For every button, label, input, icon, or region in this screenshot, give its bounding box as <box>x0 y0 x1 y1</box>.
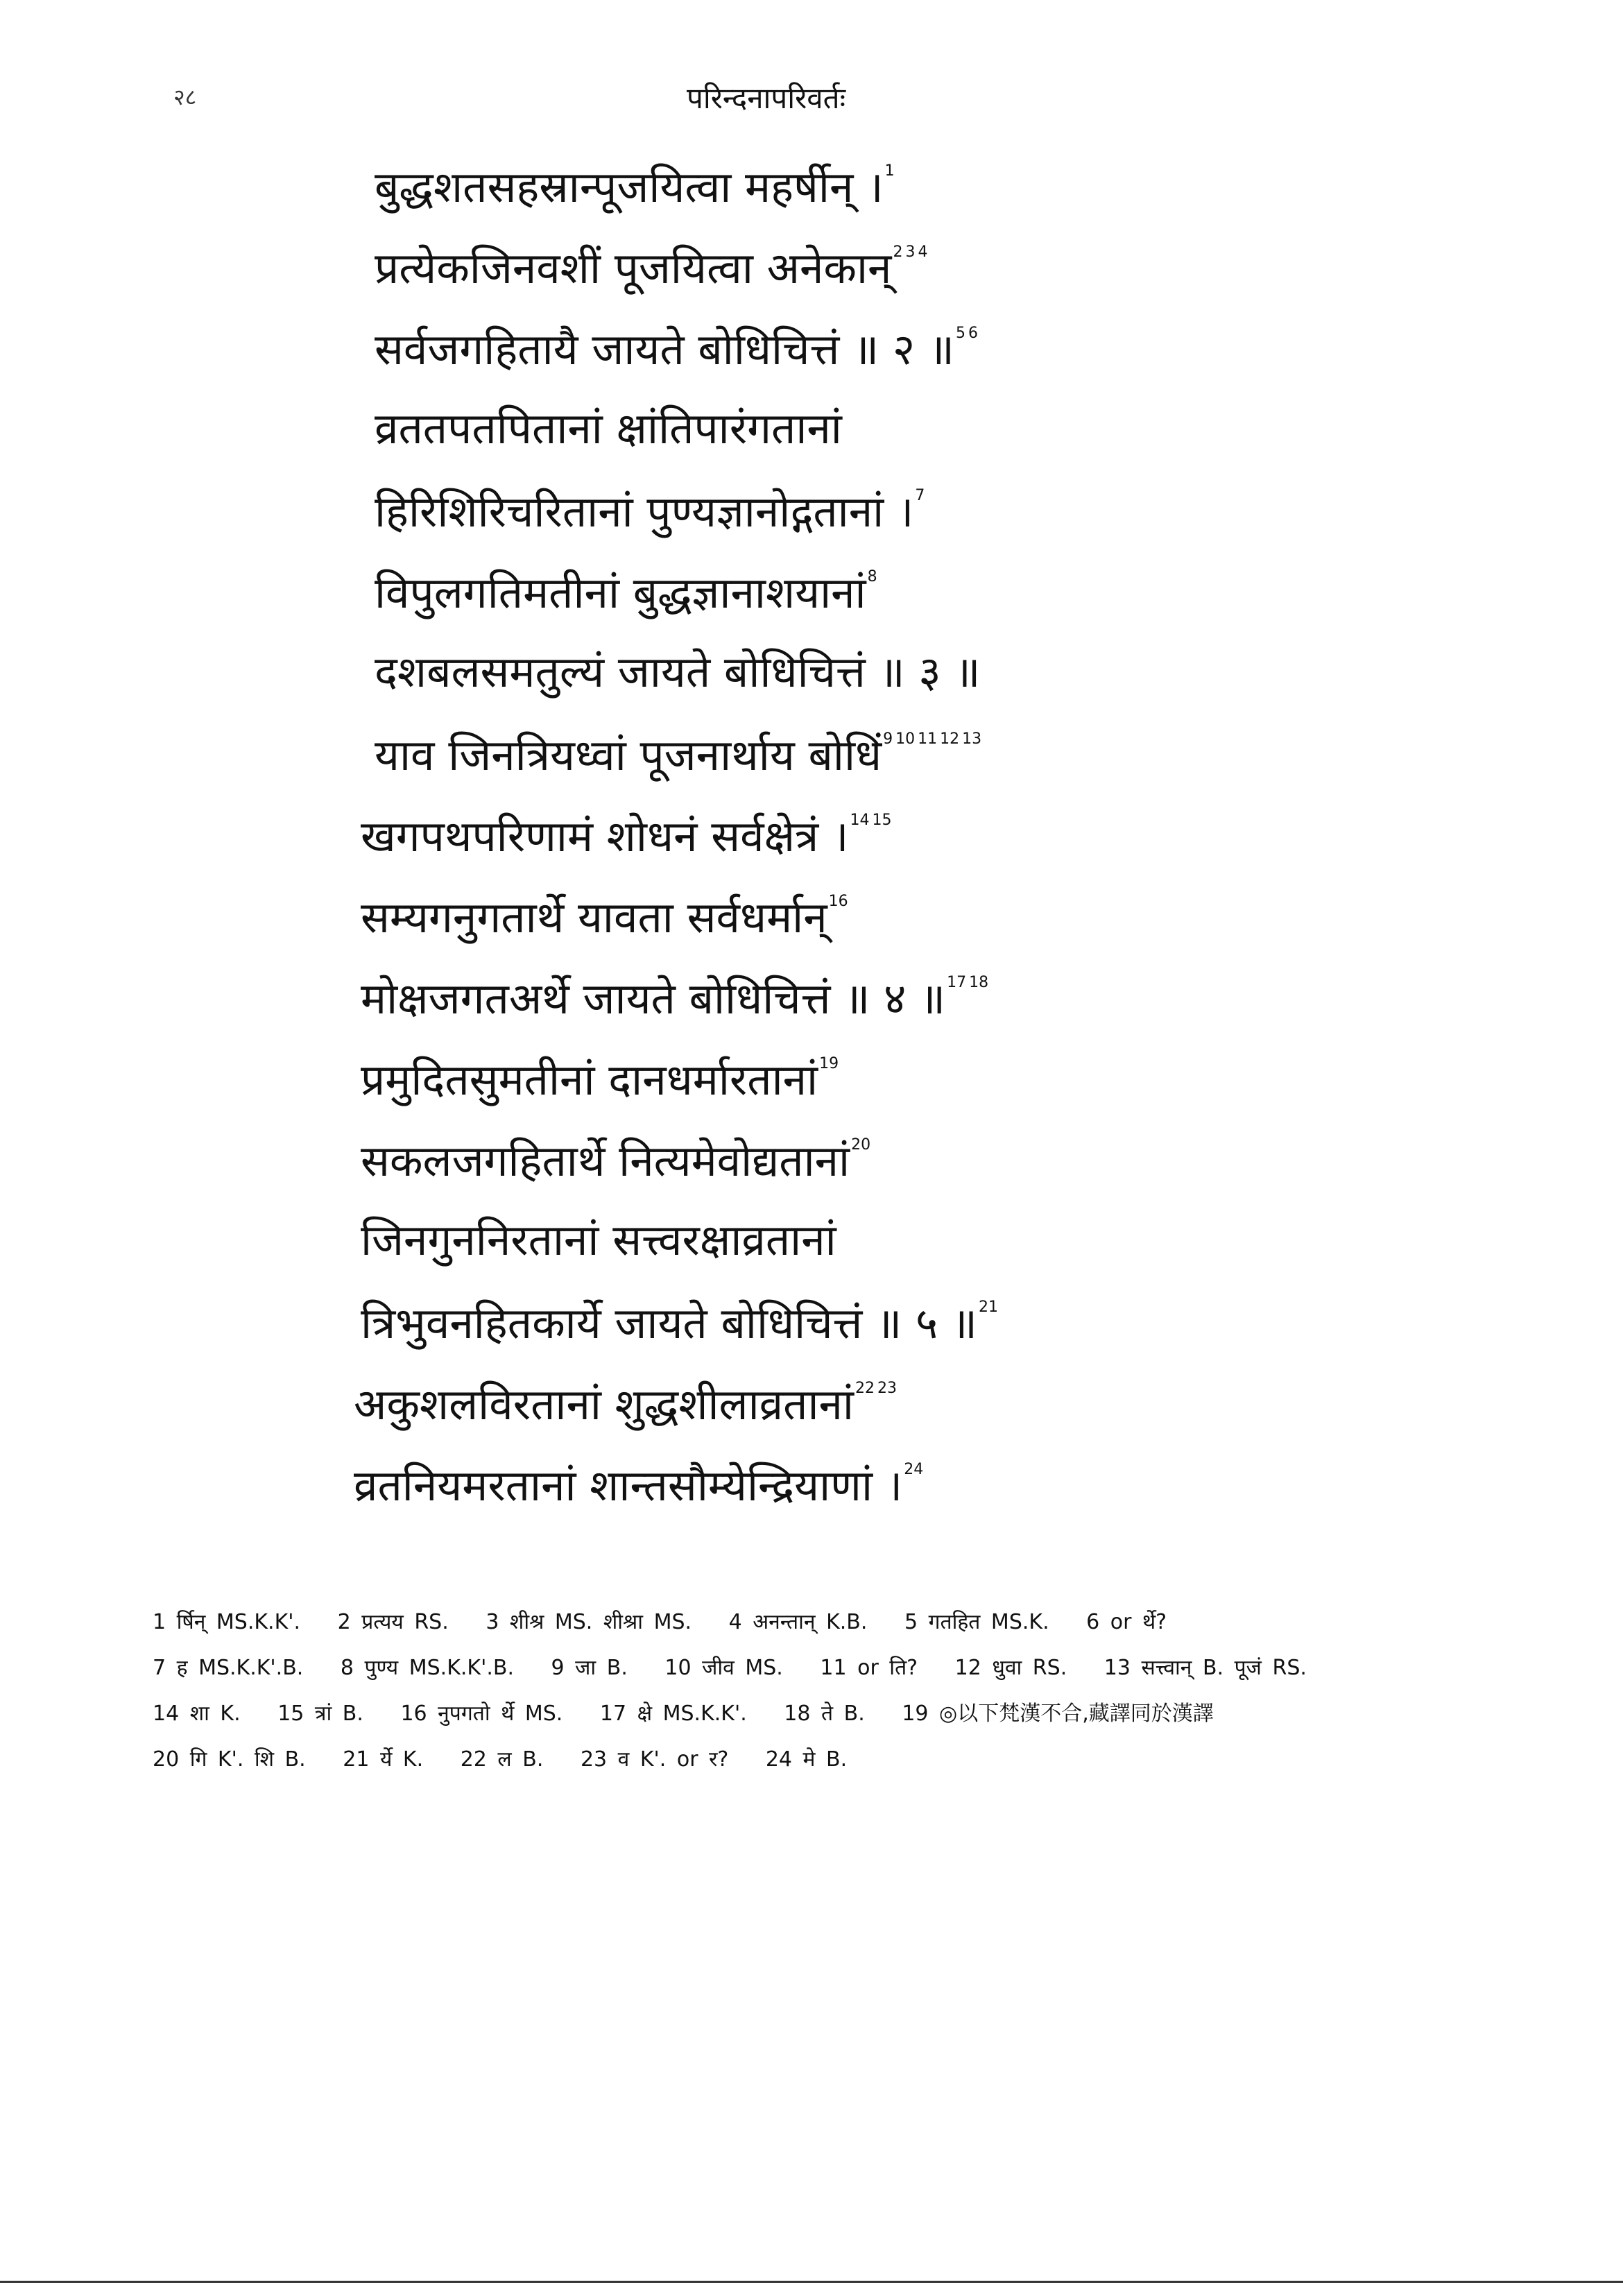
footnote-marker: 3 <box>905 243 916 261</box>
verse-text: सम्यगनुगतार्थे यावता सर्वधर्मान् <box>361 892 827 943</box>
verse-text: सर्वजगहितायै जायते बोधिचित्तं ॥ २ ॥ <box>375 324 954 375</box>
footnote-entry: 2 प्रत्यय RS. <box>337 1610 449 1634</box>
verse-text: विपुलगतिमतीनां बुद्धज्ञानाशयानां <box>375 567 866 618</box>
footnote-entry: 22 ल B. <box>460 1747 544 1772</box>
footnote-entry: 5 गतहित MS.K. <box>904 1610 1049 1634</box>
footnote-marker: 17 <box>947 974 967 991</box>
verse-line <box>361 1054 840 1105</box>
footnote-entry: 14 शा K. <box>153 1702 241 1726</box>
footnote-marker: 1 <box>884 162 895 180</box>
verse-text: अकुशलविरतानां शुद्धशीलाव्रतानां <box>354 1379 854 1430</box>
running-title: परिन्दनापरिवर्तः <box>687 81 846 115</box>
verse-line <box>361 892 850 943</box>
verse-line <box>375 243 929 293</box>
footnote-marker: 10 <box>895 730 916 748</box>
footnote-marker: 13 <box>962 730 982 748</box>
footnote-entry: 18 ते B. <box>784 1702 865 1726</box>
footnote-marker: 14 <box>850 812 870 829</box>
verse-text: त्रिभुवनहितकार्ये जायते बोधिचित्तं ॥ ५ ॥ <box>361 1298 978 1348</box>
footnote-entry: 12 धुवा RS. <box>954 1656 1067 1680</box>
verse-line <box>354 1460 925 1511</box>
verse-line <box>361 1136 872 1186</box>
footnote-entry: 9 जा B. <box>551 1656 628 1680</box>
verse-text: खगपथपरिणामं शोधनं सर्वक्षेत्रं । <box>361 811 849 862</box>
footnote-entry: 8 पुण्य MS.K.K'.B. <box>340 1656 514 1680</box>
footnote-entry: 16 नुपगतो र्थे MS. <box>400 1702 563 1726</box>
footnote-marker: 20 <box>851 1136 871 1154</box>
footnote-entry: 13 सत्त्वान् B. पूजं RS. <box>1104 1656 1307 1680</box>
footnote-marker: 16 <box>828 893 848 910</box>
verse-line <box>375 162 896 212</box>
footnote-entry: 11 or ति? <box>820 1656 918 1680</box>
footnote-marker: 15 <box>872 812 892 829</box>
verse-line <box>361 1298 999 1348</box>
footnote-entry: 19 ◎以下梵漢不合,藏譯同於漢譯 <box>902 1702 1214 1726</box>
verse-text: बुद्धशतसहस्रान्पूजयित्वा महर्षीन् । <box>375 162 884 212</box>
footnote-entry: 4 अनन्तान् K.B. <box>728 1610 868 1634</box>
verse-text: प्रत्येकजिनवशीं पूजयित्वा अनेकान् <box>375 243 892 293</box>
bottom-rule <box>0 2281 1623 2283</box>
verse-text: सकलजगहितार्थे नित्यमेवोद्यतानां <box>361 1136 850 1186</box>
footnote-entry: 1 र्षिन् MS.K.K'. <box>153 1610 301 1634</box>
footnote-marker: 6 <box>968 325 978 342</box>
verse-line <box>361 811 893 862</box>
footnote-marker: 21 <box>979 1299 999 1316</box>
verse-line <box>375 567 879 618</box>
footnote-marker: 5 <box>955 325 965 342</box>
verse-line <box>375 730 983 780</box>
footnote-entry: 20 गि K'. शि B. <box>153 1747 306 1772</box>
verse-text: व्रतनियमरतानां शान्तसौम्येन्द्रियाणां । <box>354 1460 903 1511</box>
footnote-marker: 7 <box>915 487 925 504</box>
verse-line <box>375 324 979 375</box>
verse-text: प्रमुदितसुमतीनां दानधर्मारतानां <box>361 1054 818 1105</box>
verse-text: व्रततपतपितानां क्षांतिपारंगतानां <box>375 403 842 454</box>
footnote-entry: 6 or र्थे? <box>1086 1610 1167 1634</box>
footnote-entry: 24 मे B. <box>765 1747 848 1772</box>
verse-line <box>375 646 981 697</box>
verse-line <box>375 486 926 537</box>
verse-line <box>361 973 990 1024</box>
verse-text: मोक्षजगतअर्थे जायते बोधिचित्तं ॥ ४ ॥ <box>361 973 946 1024</box>
footnote-entry: 15 त्रां B. <box>277 1702 363 1726</box>
verse-line <box>375 403 842 454</box>
verse-text: जिनगुननिरतानां सत्त्वरक्षाव्रतानां <box>361 1215 836 1265</box>
footnote-marker: 2 <box>893 243 903 261</box>
footnote-marker: 24 <box>904 1461 924 1478</box>
footnote-entry: 17 क्षे MS.K.K'. <box>599 1702 747 1726</box>
footnote-apparatus <box>153 1600 1346 1783</box>
footnote-marker: 19 <box>819 1055 839 1072</box>
footnote-marker: 18 <box>969 974 989 991</box>
verse-text: हिरिशिरिचरितानां पुण्यज्ञानोद्गतानां । <box>375 486 914 537</box>
footnote-marker: 4 <box>918 243 928 261</box>
verse-text: याव जिनत्रियध्वां पूजनार्थाय बोधिं <box>375 730 882 780</box>
footnote-entry: 23 व K'. or र? <box>580 1747 729 1772</box>
footnote-marker: 12 <box>940 730 960 748</box>
footnote-marker: 8 <box>867 568 877 585</box>
page-number: २८ <box>173 84 197 110</box>
verse-line <box>361 1215 836 1265</box>
footnote-marker: 22 <box>855 1380 875 1397</box>
footnote-entry: 7 ह MS.K.K'.B. <box>153 1656 304 1680</box>
footnote-marker: 9 <box>883 730 893 748</box>
footnote-marker: 11 <box>918 730 938 748</box>
footnote-entry: 21 र्ये K. <box>343 1747 424 1772</box>
verse-text: दशबलसमतुल्यं जायते बोधिचित्तं ॥ ३ ॥ <box>375 646 981 697</box>
footnote-entry: 10 जीव MS. <box>664 1656 783 1680</box>
footnote-marker: 23 <box>877 1380 897 1397</box>
footnote-entry: 3 शीश्र MS. शीश्रा MS. <box>486 1610 692 1634</box>
verse-line <box>354 1379 898 1430</box>
